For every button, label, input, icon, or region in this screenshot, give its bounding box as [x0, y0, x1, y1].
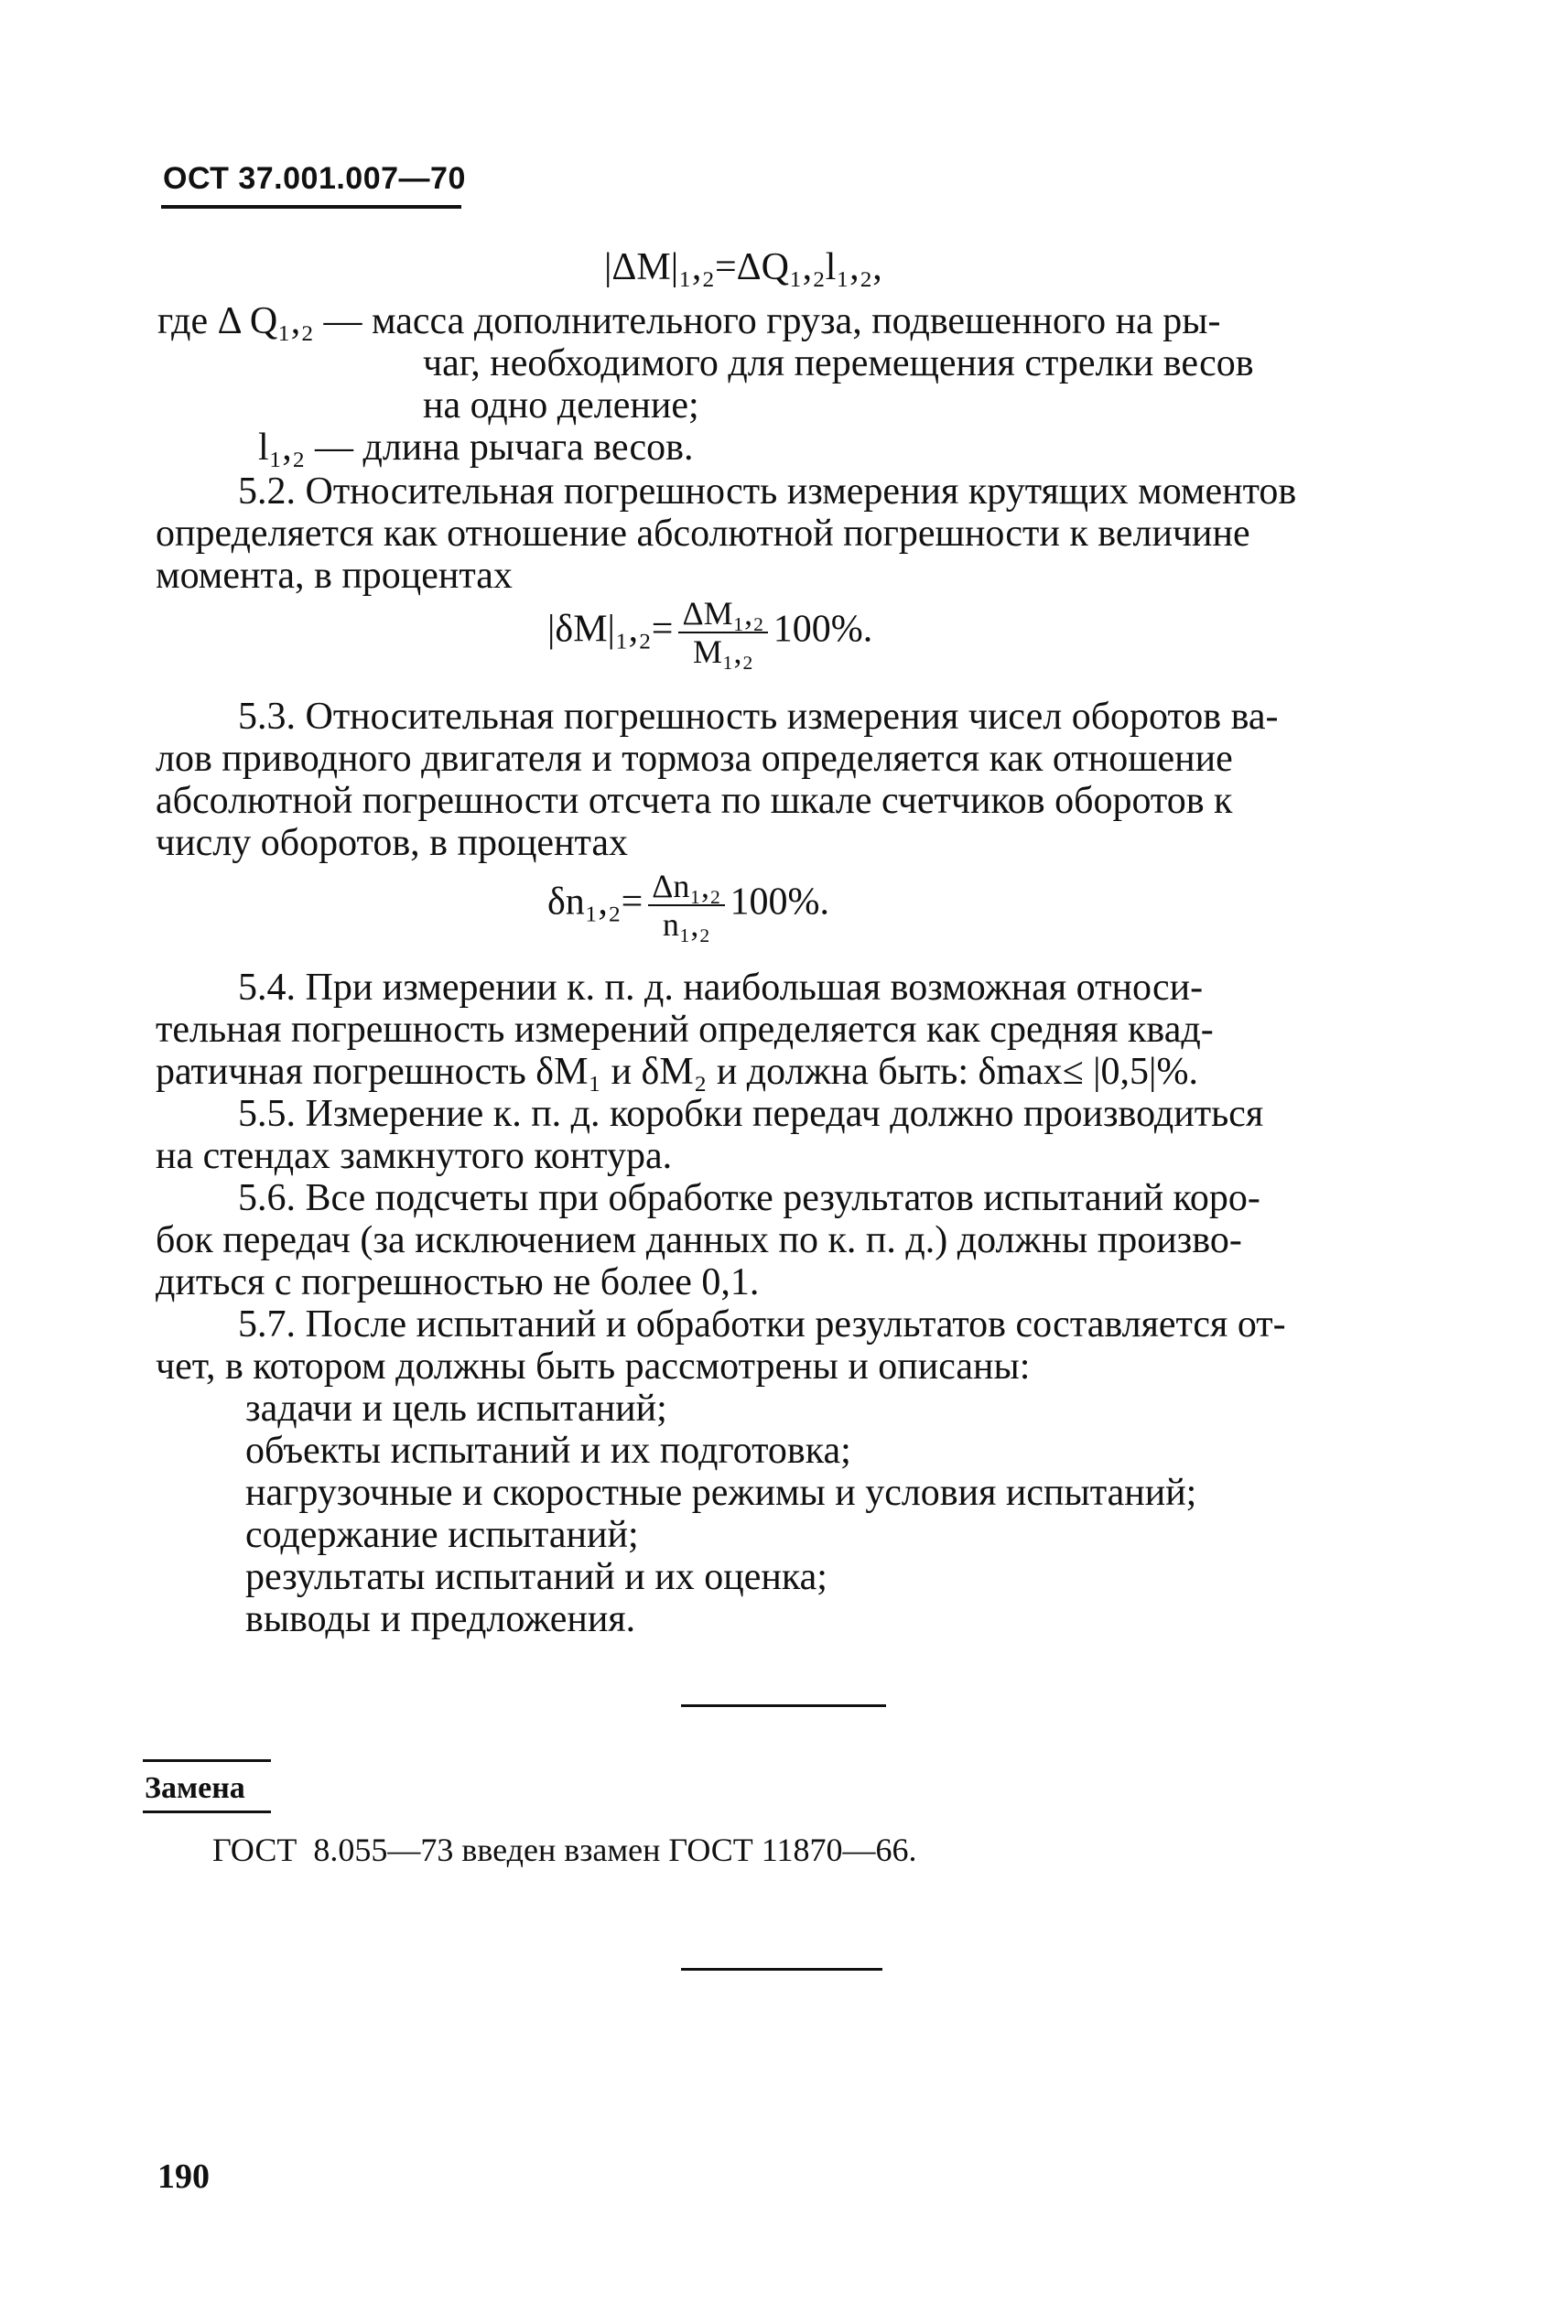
- formula-abs-moment-error: |ΔM|₁,₂=ΔQ₁,₂l₁,₂,: [604, 246, 882, 288]
- paragraph-line: числу оборотов, в процентах: [156, 822, 629, 864]
- formula-relative-revolutions-error: [547, 868, 829, 943]
- paragraph-line: определяется как отношение абсолютной погрешности к величине: [156, 513, 1250, 555]
- formula-relative-moment-error: [547, 595, 872, 670]
- paragraph-line: лов приводного двигателя и тормоза определяется как отношение: [156, 738, 1233, 780]
- paragraph-line: ратичная погрешность δM₁ и δM₂ и должна быть: δmax≤ |0,5|%.: [156, 1051, 1198, 1093]
- document-code-header: ОСТ 37.001.007—70: [163, 161, 466, 196]
- list-item: выводы и предложения.: [245, 1598, 636, 1640]
- definition-line: на одно деление;: [423, 384, 699, 427]
- section-divider: [681, 1704, 886, 1707]
- paragraph-line: 5.3. Относительная погрешность измерения чисел оборотов ва-: [238, 696, 1279, 738]
- paragraph-line: 5.6. Все подсчеты при обработке результатов испытаний коро-: [238, 1177, 1260, 1219]
- list-item: содержание испытаний;: [245, 1514, 639, 1556]
- section-divider: [681, 1968, 882, 1971]
- formula-left: |δM|₁,₂=: [547, 608, 674, 651]
- paragraph-line: на стендах замкнутого контура.: [156, 1135, 673, 1177]
- page-number: 190: [157, 2157, 210, 2196]
- paragraph-line: 5.2. Относительная погрешность измерения крутящих моментов: [238, 470, 1297, 513]
- definition-line: где Δ Q₁,₂ — масса дополнительного груза, подвешенного на ры-: [157, 300, 1221, 342]
- fraction-numerator: Δn₁,₂: [648, 868, 724, 906]
- definition-line: l₁,₂ — длина рычага весов.: [258, 427, 694, 469]
- formula-right: 100%.: [773, 608, 873, 651]
- replacement-top-rule: [143, 1759, 271, 1762]
- paragraph-line: момента, в процентах: [156, 555, 513, 597]
- replacement-text: ГОСТ 8.055—73 введен взамен ГОСТ 11870—66.: [212, 1832, 917, 1868]
- replacement-bottom-rule: [143, 1811, 271, 1813]
- paragraph-line: тельная погрешность измерений определяется как средняя квад-: [156, 1009, 1214, 1051]
- paragraph-line: абсолютной погрешности отсчета по шкале счетчиков оборотов к: [156, 780, 1233, 822]
- list-item: результаты испытаний и их оценка;: [245, 1556, 827, 1598]
- paragraph-line: чет, в котором должны быть рассмотрены и описаны:: [156, 1346, 1031, 1388]
- list-item: задачи и цель испытаний;: [245, 1388, 667, 1430]
- fraction-denominator: M₁,₂: [693, 633, 754, 670]
- fraction: [678, 595, 767, 670]
- paragraph-line: диться с погрешностью не более 0,1.: [156, 1261, 760, 1303]
- fraction-denominator: n₁,₂: [662, 906, 710, 943]
- formula-right: 100%.: [730, 881, 830, 924]
- fraction-numerator: ΔM₁,₂: [678, 595, 767, 633]
- paragraph-line: 5.7. После испытаний и обработки результатов составляется от-: [238, 1303, 1286, 1346]
- definition-line: чаг, необходимого для перемещения стрелки весов: [423, 342, 1254, 384]
- paragraph-line: бок передач (за исключением данных по к. п. д.) должны произво-: [156, 1219, 1242, 1261]
- paragraph-line: 5.5. Измерение к. п. д. коробки передач должно производиться: [238, 1093, 1264, 1135]
- replacement-title: Замена: [145, 1771, 245, 1805]
- paragraph-line: 5.4. При измерении к. п. д. наибольшая возможная относи-: [238, 967, 1204, 1009]
- list-item: нагрузочные и скоростные режимы и условия испытаний;: [245, 1472, 1197, 1514]
- formula-left: δn₁,₂=: [547, 881, 643, 924]
- list-item: объекты испытаний и их подготовка;: [245, 1430, 851, 1472]
- header-underline: [161, 205, 461, 209]
- fraction: [648, 868, 724, 943]
